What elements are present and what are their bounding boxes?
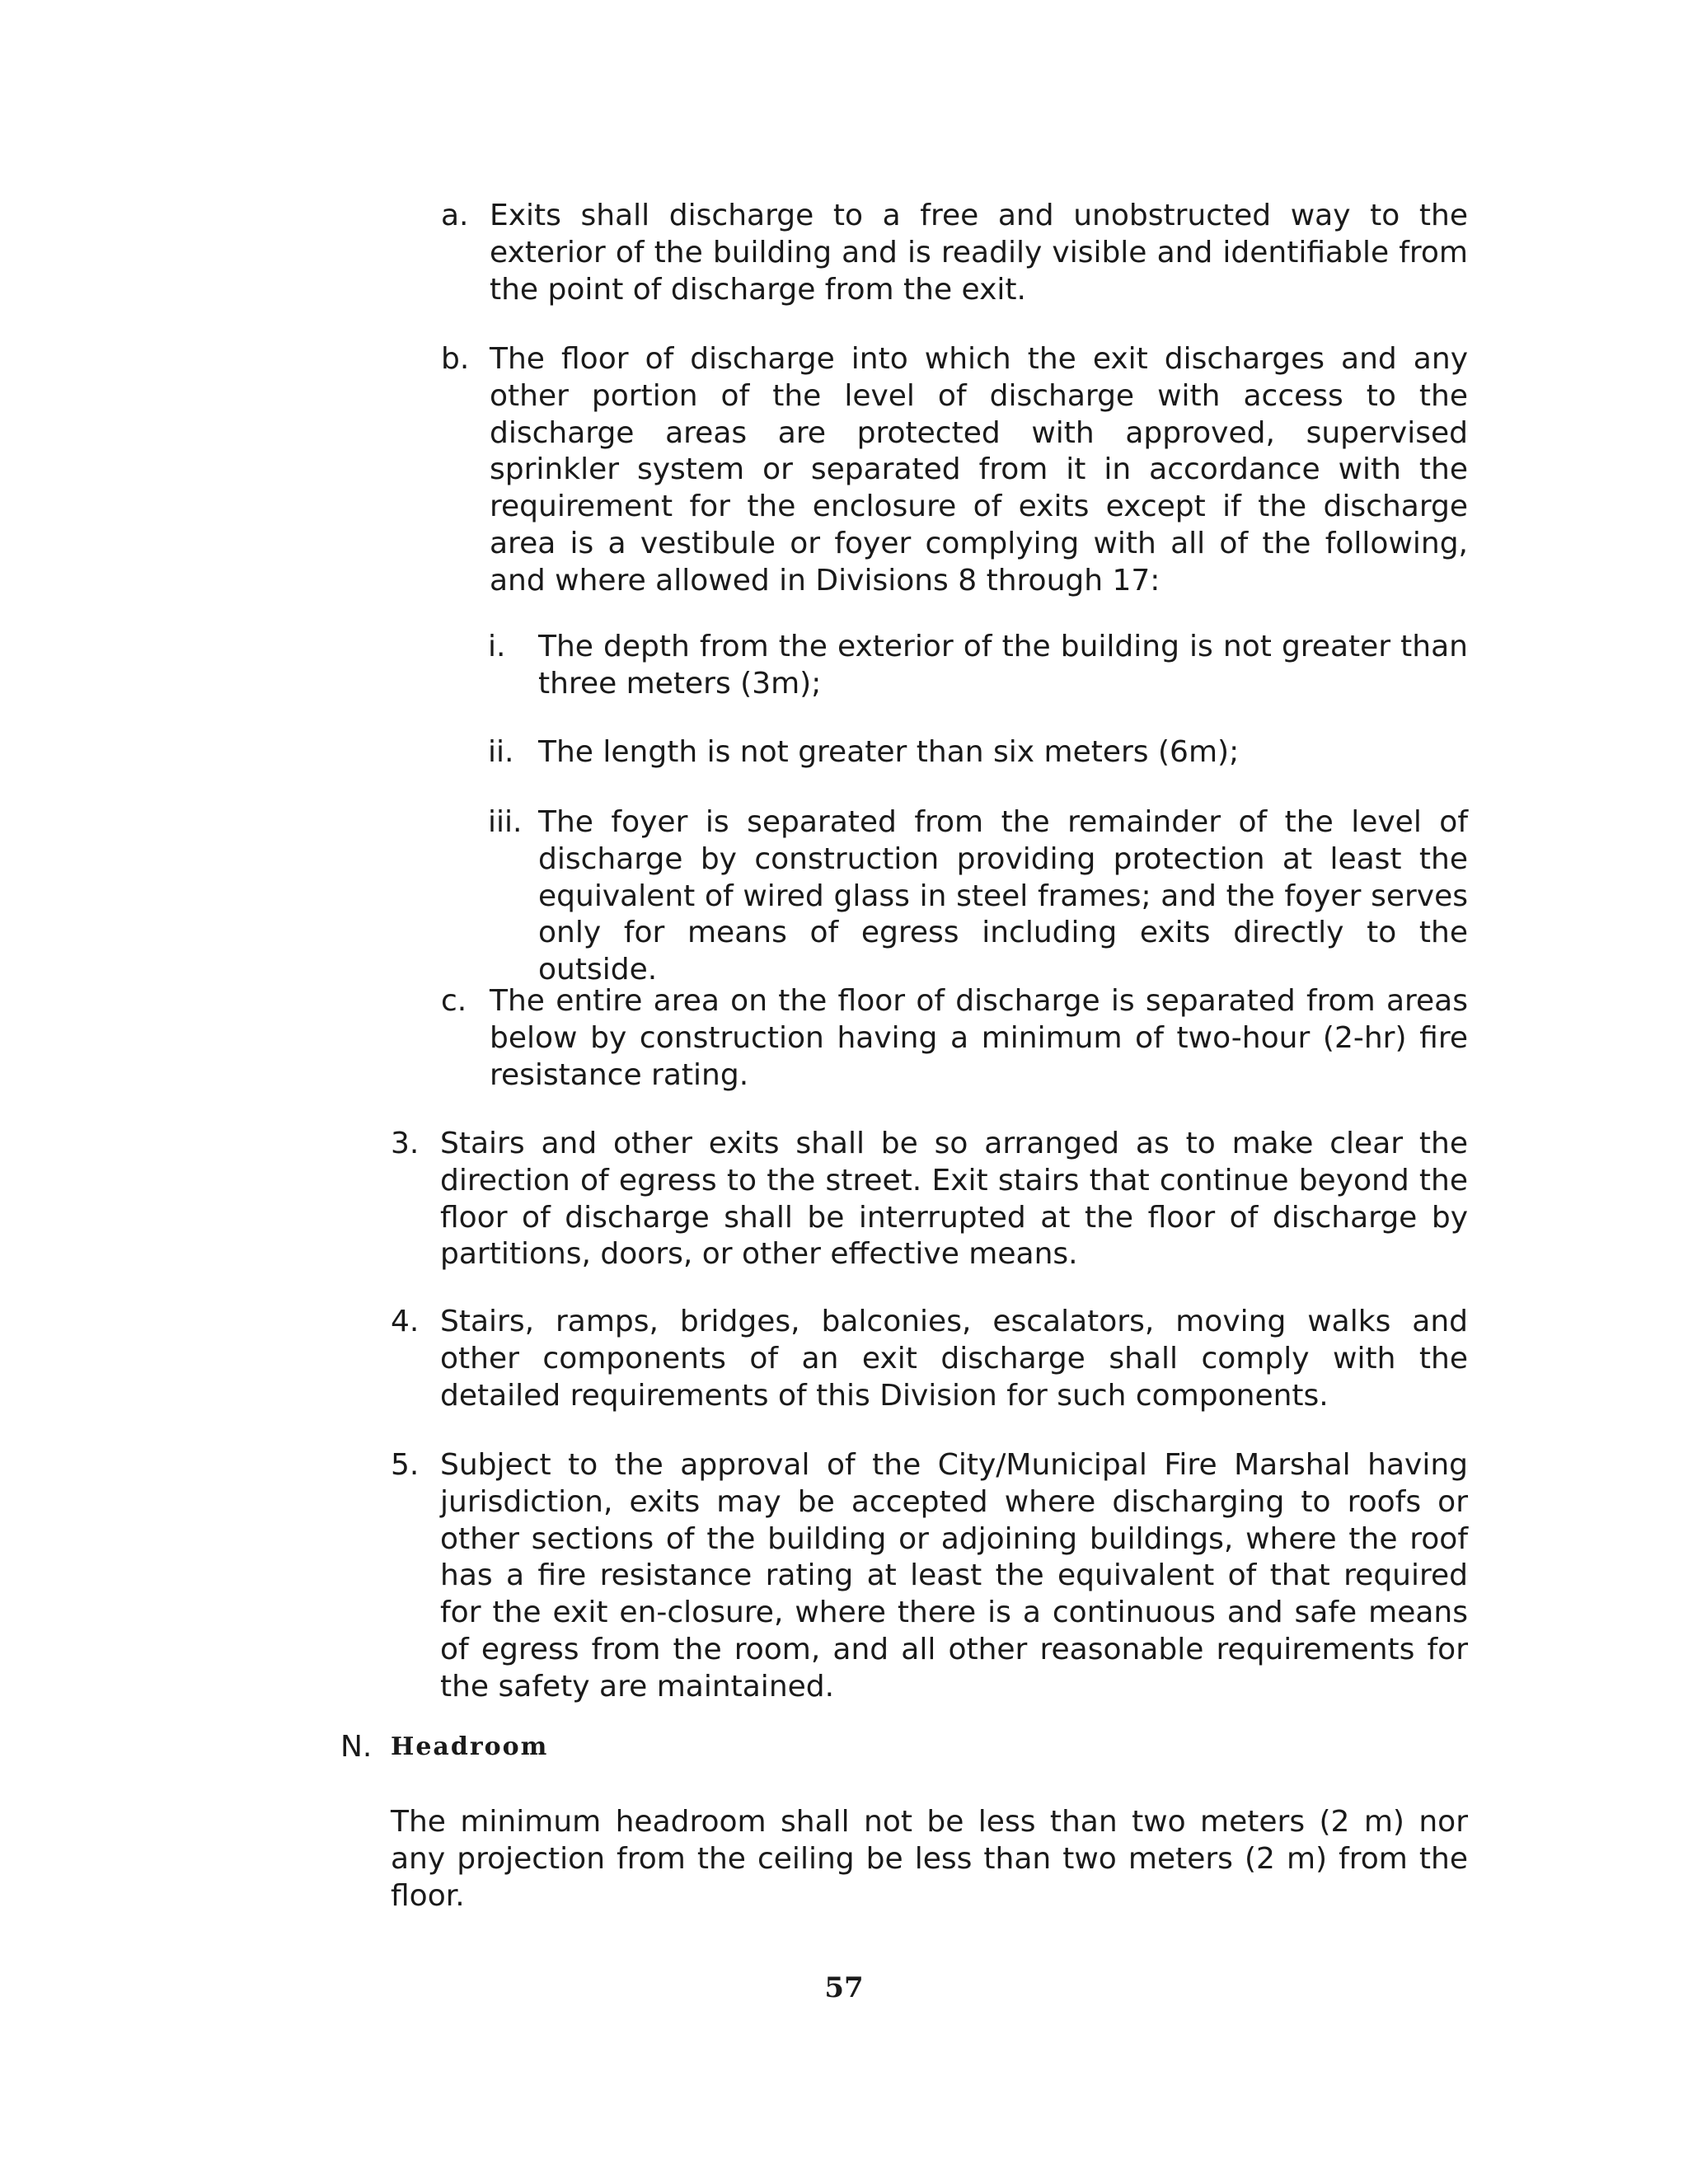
list-item-ii: [488, 734, 1468, 771]
list-item-text: Subject to the approval of the City/Municipal Fire Marshal having jurisdiction, exits may be accepted where discharging to roofs or other sections of the building or adjoining buildings, where the roof has a fire resistance rating at least the equivalent of that required for the exit en-closure, where there is a continuous and safe means of egress from the room, and all other reasonable requirements for the safety are maintained.: [440, 1448, 1468, 1704]
list-item-a: [441, 198, 1468, 308]
list-item-text: The foyer is separated from the remainder of the level of discharge by construction providing protection at least the equivalent of wired glass in steel frames; and the foyer serves only for means of egress including exits directly to the outside.: [538, 805, 1468, 987]
list-item-5: [391, 1447, 1468, 1706]
list-item-label: b.: [441, 342, 470, 376]
list-item-text: The depth from the exterior of the building is not greater than three meters (3m);: [538, 630, 1468, 701]
list-item-label: 5.: [391, 1448, 420, 1482]
list-item-label: 3.: [391, 1127, 420, 1160]
list-item-text: The entire area on the floor of discharge is separated from areas below by construction having a minimum of two-hour (2-hr) fire resistance rating.: [490, 984, 1468, 1092]
list-item-b: [441, 341, 1468, 600]
list-item-iii: [488, 804, 1468, 989]
section-body-text: The minimum headroom shall not be less than two meters (2 m) nor any projection from the ceiling be less than two meters (2 m) from the floor.: [391, 1805, 1468, 1913]
section-label: N.: [340, 1730, 373, 1764]
list-item-text: Stairs and other exits shall be so arranged as to make clear the direction of egress to the street. Exit stairs that continue beyond the floor of discharge shall be interrupted at the floor of discharge by partitions, doors, or other effective means.: [440, 1127, 1468, 1272]
list-item-c: [441, 983, 1468, 1094]
section-body: [391, 1804, 1468, 1915]
list-item-i: [488, 629, 1468, 703]
list-item-4: [391, 1304, 1468, 1414]
list-item-text: The floor of discharge into which the exit discharges and any other portion of the level of discharge with access to the discharge areas are protected with approved, supervised sprinkler system or separated from it in accordance with the requirement for the enclosure of exits except if the discharge area is a vestibule or foyer complying with all of the following, and where allowed in Divisions 8 through 17:: [490, 342, 1468, 598]
list-item-text: The length is not greater than six meters (6m);: [538, 735, 1240, 769]
page-number: 57: [824, 1971, 864, 2004]
list-item-label: c.: [441, 984, 467, 1018]
list-item-label: 4.: [391, 1305, 420, 1338]
list-item-label: i.: [488, 630, 506, 663]
list-item-text: Exits shall discharge to a free and unobstructed way to the exterior of the building and is readily visible and identifiable from the point of discharge from the exit.: [490, 199, 1468, 307]
section-title: Headroom: [391, 1732, 549, 1761]
list-item-label: a.: [441, 199, 469, 232]
list-item-label: iii.: [488, 805, 523, 839]
list-item-label: ii.: [488, 735, 514, 769]
list-item-text: Stairs, ramps, bridges, balconies, escalators, moving walks and other components of an exit discharge shall comply with the detailed requirements of this Division for such components.: [440, 1305, 1468, 1413]
list-item-3: [391, 1126, 1468, 1273]
